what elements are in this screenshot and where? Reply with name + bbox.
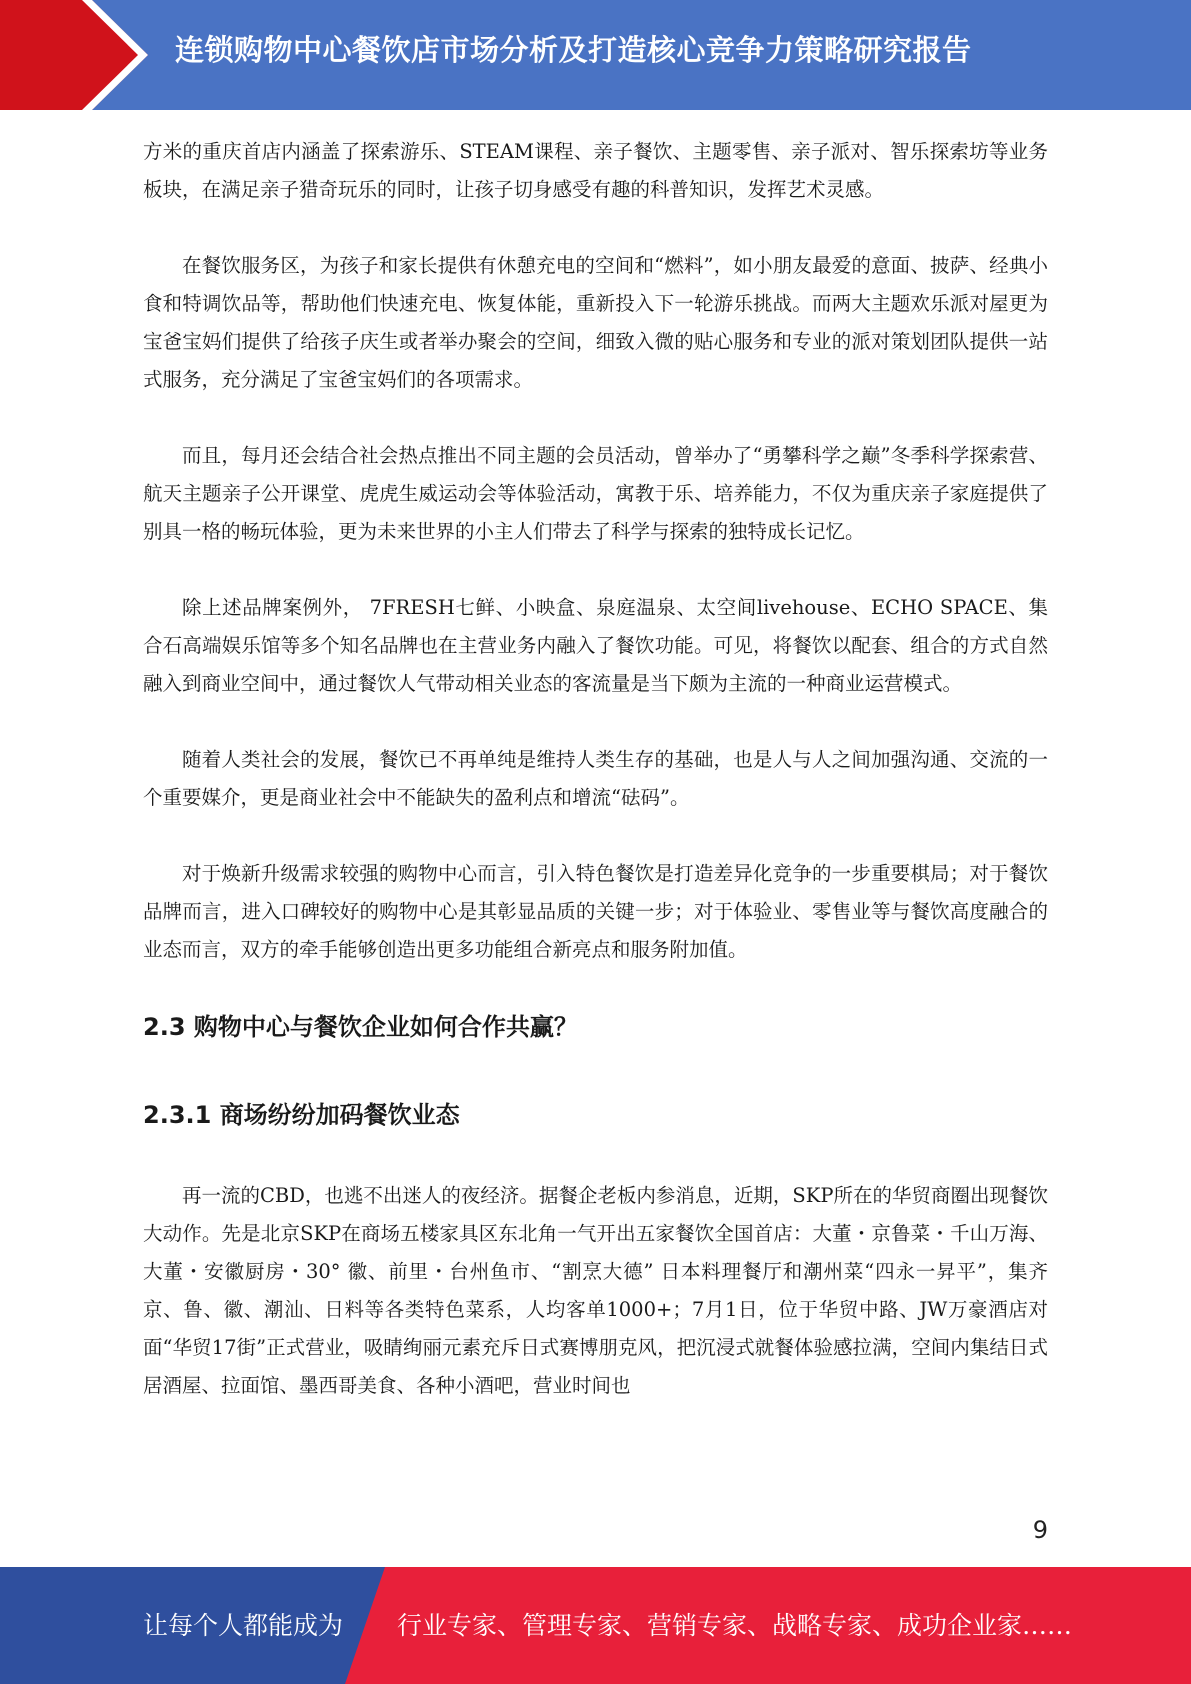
section-heading: 2.3 购物中心与餐饮企业如何合作共赢？ <box>143 1013 578 1041</box>
paragraph: 而且，每月还会结合社会热点推出不同主题的会员活动，曾举办了“勇攀科学之巅”冬季科学探索营、航天主题亲子公开课堂、虎虎生威运动会等体验活动，寓教于乐、培养能力，不仅为重庆亲子家庭提供了别具一格的畅玩体验，更为未来世界的小主人们带去了科学与探索的独特成长记忆。 <box>143 444 1048 543</box>
header-red-chevron <box>0 0 150 110</box>
page-header <box>0 0 1191 110</box>
paragraph: 再一流的CBD，也逃不出迷人的夜经济。据餐企老板内参消息，近期，SKP所在的华贸商圈出现餐饮大动作。先是北京SKP在商场五楼家具区东北角一气开出五家餐饮全国首店：大董・京鲁菜・千山万海、大董・安徽厨房・30° 徽、前里・台州鱼市、“割烹大德” 日本料理餐厅和潮州菜“四永一昇平”，集齐京、鲁、徽、潮汕、日料等各类特色菜系，人均客单1000+；7月1日，位于华贸中路、JW万豪酒店对面“华贸17街”正式营业，吸睛绚丽元素充斥日式赛博朋克风，把沉浸式就餐体验感拉满，空间内集结日式居酒屋、拉面馆、墨西哥美食、各种小酒吧，营业时间也 <box>143 1184 1048 1397</box>
paragraph: 随着人类社会的发展，餐饮已不再单纯是维持人类生存的基础，也是人与人之间加强沟通、交流的一个重要媒介，更是商业社会中不能缺失的盈利点和增流“砝码”。 <box>143 748 1048 809</box>
header-title: 连锁购物中心餐饮店市场分析及打造核心竞争力策略研究报告 <box>175 33 972 67</box>
paragraph: 除上述品牌案例外， 7FRESH七鲜、小映盒、泉庭温泉、太空间livehouse、ECHO SPACE、集合石高端娱乐馆等多个知名品牌也在主营业务内融入了餐饮功能。可见，将餐饮以配套、组合的方式自然融入到商业空间中，通过餐饮人气带动相关业态的客流量是当下颇为主流的一种商业运营模式。 <box>143 596 1048 695</box>
footer-slogan-left: 让每个人都能成为 <box>143 1611 344 1640</box>
page-footer <box>0 1567 1191 1684</box>
footer-slogan-right: 行业专家、管理专家、营销专家、战略专家、成功企业家…… <box>397 1611 1073 1640</box>
paragraph: 方米的重庆首店内涵盖了探索游乐、STEAM课程、亲子餐饮、主题零售、亲子派对、智乐探索坊等业务板块，在满足亲子猎奇玩乐的同时，让孩子切身感受有趣的科普知识，发挥艺术灵感。 <box>143 140 1048 201</box>
paragraph: 对于焕新升级需求较强的购物中心而言，引入特色餐饮是打造差异化竞争的一步重要棋局；对于餐饮品牌而言，进入口碑较好的购物中心是其彰显品质的关键一步；对于体验业、零售业等与餐饮高度融合的业态而言，双方的牵手能够创造出更多功能组合新亮点和服务附加值。 <box>143 862 1048 961</box>
page-body <box>143 133 1048 1443</box>
paragraph: 在餐饮服务区，为孩子和家长提供有休憩充电的空间和“燃料”，如小朋友最爱的意面、披萨、经典小食和特调饮品等，帮助他们快速充电、恢复体能，重新投入下一轮游乐挑战。而两大主题欢乐派对屋更为宝爸宝妈们提供了给孩子庆生或者举办聚会的空间，细致入微的贴心服务和专业的派对策划团队提供一站式服务，充分满足了宝爸宝妈们的各项需求。 <box>143 254 1048 391</box>
page-number: 9 <box>1032 1516 1048 1544</box>
subsection-heading: 2.3.1 商场纷纷加码餐饮业态 <box>143 1101 460 1129</box>
